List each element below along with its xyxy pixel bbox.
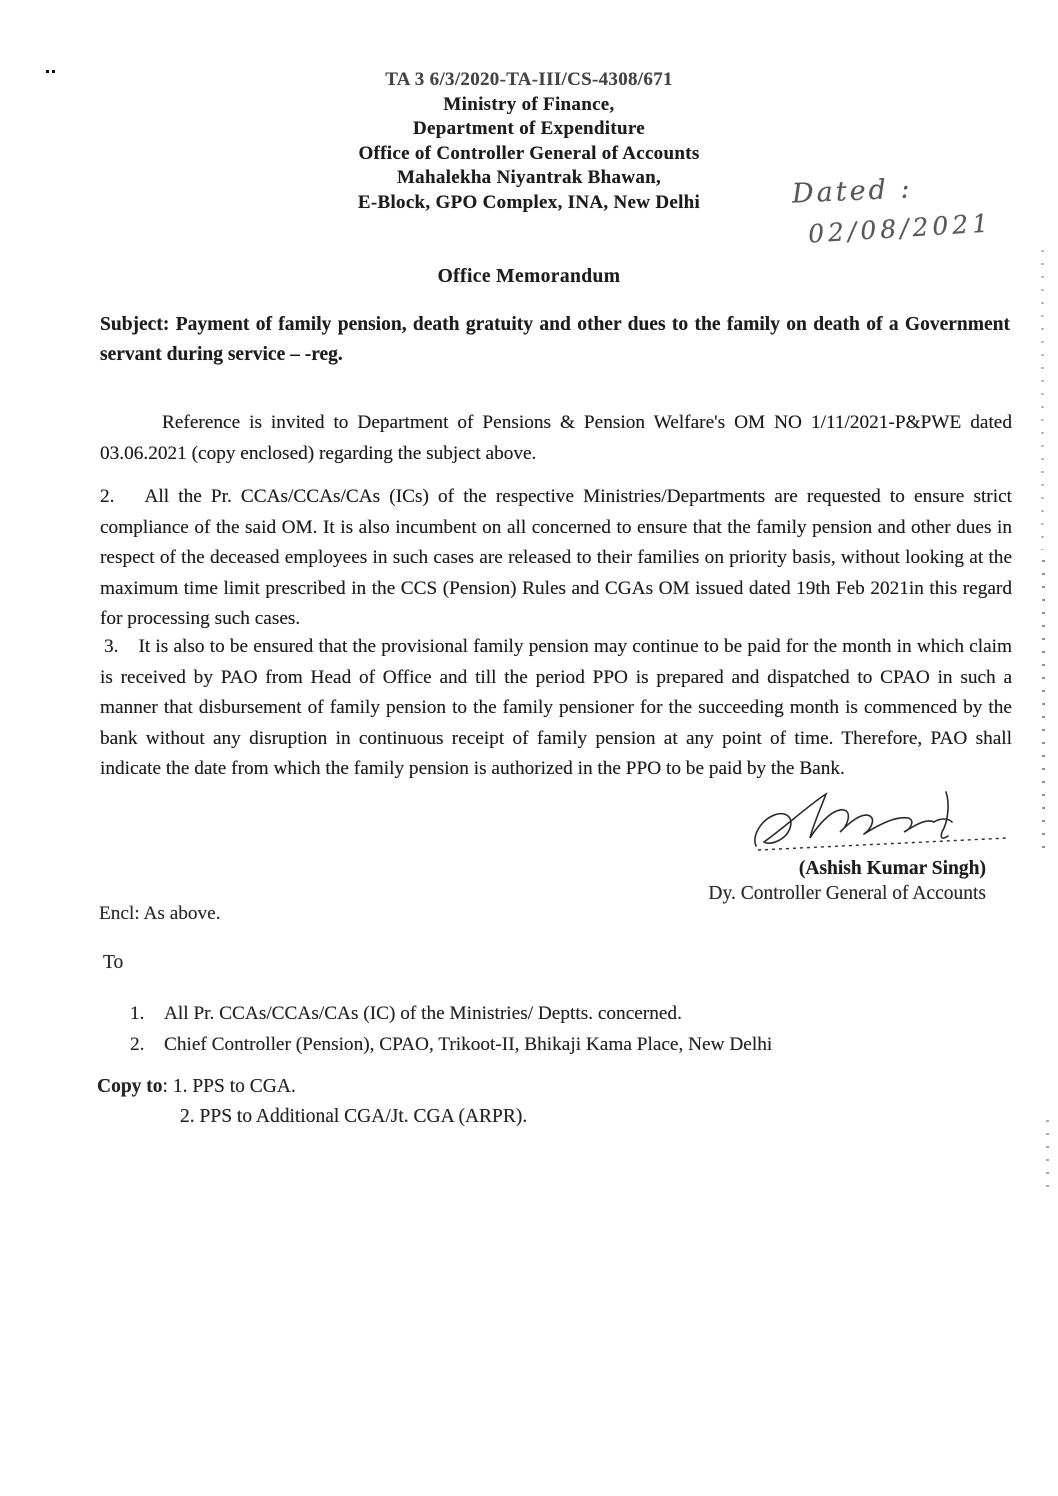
paragraph-2 bbox=[100, 482, 1012, 635]
letterhead-line: Department of Expenditure bbox=[413, 118, 645, 139]
memo-title: Office Memorandum bbox=[437, 266, 621, 287]
letterhead-line: Office of Controller General of Accounts bbox=[358, 142, 700, 164]
to-item-text: All Pr. CCAs/CCAs/CAs (IC) of the Ministries/ Deptts. concerned. bbox=[164, 1003, 682, 1024]
paragraph-3-text: It is also to be ensured that the provisional family pension may continue to be paid for the month in which claim is received by PAO from Head of Office and till the period PPO is prepared and dispatched to CPAO in such a manner that disbursement of family pension to the family pensioner for the succeeding month is commenced by the bank without any disruption in continuous receipt of family pension at any point of time. Therefore, PAO shall indicate the date from which the family pension is authorized in the PPO to be paid by the Bank. bbox=[100, 636, 1012, 780]
subject-line: Subject: Payment of family pension, death gratuity and other dues to the family on death of a Government servant during service – -reg. bbox=[100, 314, 1010, 365]
signatory-name: (Ashish Kumar Singh) bbox=[798, 858, 986, 879]
to-item-number: 2. bbox=[130, 1034, 145, 1055]
scan-speck bbox=[46, 70, 56, 73]
reference-number: TA 3 6/3/2020-TA-III/CS-4308/671 bbox=[385, 69, 673, 90]
to-label: To bbox=[103, 952, 124, 973]
signature-block bbox=[620, 788, 1012, 913]
letterhead-line: Ministry of Finance, bbox=[443, 93, 615, 115]
enclosure-note: Encl: As above. bbox=[99, 903, 221, 924]
to-list-item bbox=[130, 1029, 990, 1060]
copy-to-item-2: 2. PPS to Additional CGA/Jt. CGA (ARPR). bbox=[180, 1106, 528, 1127]
to-item-text: Chief Controller (Pension), CPAO, Trikoot-II, Bhikaji Kama Place, New Delhi bbox=[164, 1034, 773, 1055]
handwritten-date-value: 02/08/2021 bbox=[807, 208, 993, 249]
copy-to-block bbox=[97, 1072, 527, 1132]
to-item-number: 1. bbox=[130, 1003, 145, 1024]
paragraph-2-number: 2. bbox=[100, 486, 115, 507]
paragraph-1: Reference is invited to Department of Pensions & Pension Welfare's OM NO 1/11/2021-P&PWE dated 03.06.2021 (copy enclosed) regarding the subject above. bbox=[100, 412, 1012, 464]
paragraph-3 bbox=[100, 632, 1012, 785]
scan-noise-column bbox=[1046, 1120, 1049, 1195]
signatory-designation: Dy. Controller General of Accounts bbox=[708, 883, 986, 904]
paragraph-3-number: 3. bbox=[104, 636, 119, 657]
signature-scribble-icon bbox=[750, 788, 1012, 858]
letterhead-line: E-Block, GPO Complex, INA, New Delhi bbox=[357, 191, 701, 213]
to-list-item bbox=[130, 998, 990, 1029]
scan-noise-column bbox=[1041, 250, 1044, 550]
copy-to-line-1 bbox=[97, 1072, 527, 1102]
copy-to-item-1: : 1. PPS to CGA. bbox=[162, 1076, 296, 1097]
scan-noise-column bbox=[1042, 560, 1045, 850]
to-list bbox=[130, 998, 990, 1060]
copy-to-label: Copy to bbox=[97, 1076, 163, 1097]
handwritten-dated-label: Dated : bbox=[791, 173, 914, 210]
letterhead-line: Mahalekha Niyantrak Bhawan, bbox=[396, 167, 662, 188]
paragraph-2-text: All the Pr. CCAs/CCAs/CAs (ICs) of the respective Ministries/Departments are requested to ensure strict compliance of the said OM. It is also incumbent on all concerned to ensure that the family pension and other dues in respect of the deceased employees in such cases are released to their families on priority basis, without looking at the maximum time limit prescribed in the CCS (Pension) Rules and CGAs OM issued dated 19th Feb 2021in this regard for processing such cases. bbox=[100, 486, 1012, 630]
signature-dotted-line bbox=[758, 838, 1008, 850]
